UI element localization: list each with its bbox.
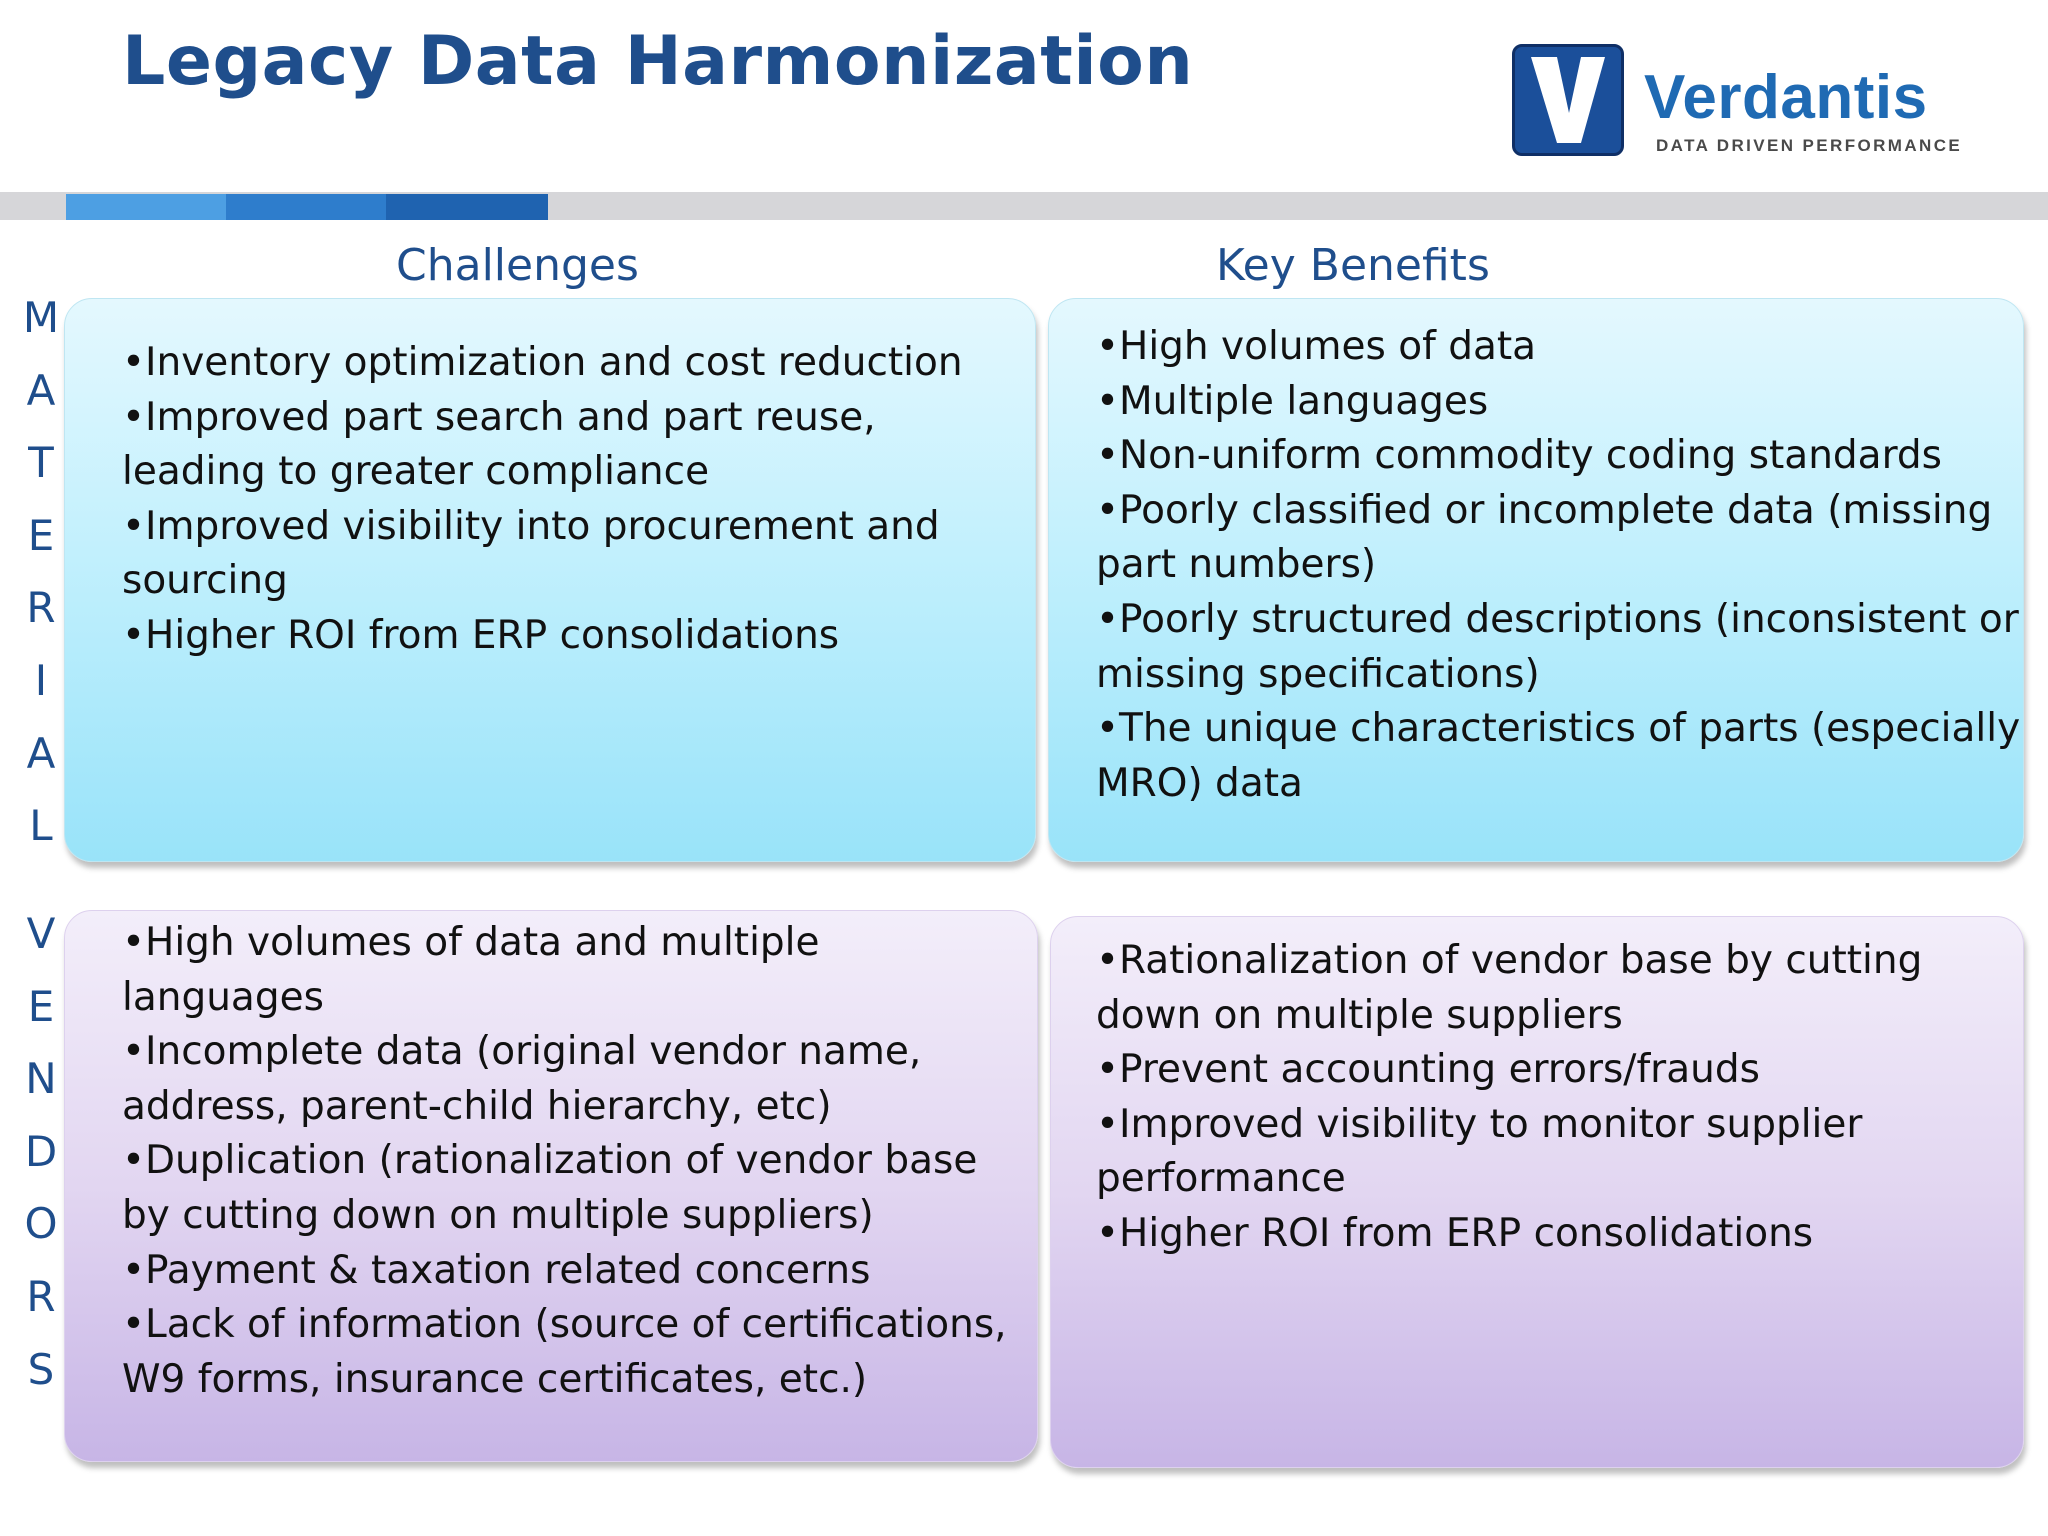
vendors-side-label	[14, 898, 68, 1406]
side-letter: A	[26, 365, 56, 415]
side-letter: E	[27, 510, 55, 560]
list-item: •Incomplete data (original vendor name, address, parent-child hierarchy, etc)	[122, 1029, 922, 1129]
list-item: •Higher ROI from ERP consolidations	[1096, 1210, 1814, 1256]
side-letter: I	[34, 655, 48, 705]
side-letter: R	[26, 1271, 56, 1321]
list-item: •Higher ROI from ERP consolidations	[122, 612, 840, 658]
list-item: •Poorly structured descriptions (inconsistent or missing specifications)	[1096, 596, 2019, 697]
list-item: •Inventory optimization and cost reduction	[122, 340, 963, 385]
side-letter: O	[24, 1199, 58, 1249]
key-benefits-heading: Key Benefits	[1216, 240, 1490, 291]
vendors-benefits-list	[1096, 934, 1996, 1262]
side-letter: T	[28, 438, 54, 488]
material-challenges-list	[122, 336, 1002, 664]
material-benefits-list	[1096, 320, 2030, 811]
side-letter: E	[27, 981, 55, 1031]
logo-mark-icon	[1512, 44, 1624, 156]
material-side-label	[14, 282, 68, 863]
vendors-challenges-list	[122, 916, 1012, 1407]
side-letter: A	[26, 728, 56, 778]
side-letter: S	[27, 1344, 55, 1394]
list-item: •Improved visibility into procurement and sourcing	[122, 503, 940, 604]
side-letter: D	[24, 1126, 58, 1176]
list-item: •Duplication (rationalization of vendor base by cutting down on multiple suppliers)	[122, 1138, 978, 1238]
list-item: •Lack of information (source of certifications, W9 forms, insurance certificates, etc.)	[122, 1302, 1007, 1402]
list-item: •The unique characteristics of parts (especially MRO) data	[1096, 706, 2021, 806]
list-item: •Non-uniform commodity coding standards	[1096, 433, 1943, 479]
page-title: Legacy Data Harmonization	[122, 22, 1194, 101]
list-item: •Prevent accounting errors/frauds	[1096, 1047, 1760, 1093]
logo-name: Verdantis	[1644, 63, 1928, 132]
list-item: •Rationalization of vendor base by cutting down on multiple suppliers	[1096, 938, 1923, 1038]
list-item: •Improved visibility to monitor supplier performance	[1096, 1101, 1863, 1202]
side-letter: V	[26, 909, 56, 958]
side-letter: M	[22, 293, 60, 342]
list-item: •Multiple languages	[1096, 378, 1489, 424]
side-letter: L	[29, 801, 53, 851]
accent-segment-light	[66, 194, 226, 220]
verdantis-logo	[1512, 42, 1963, 160]
accent-segment-mid	[226, 194, 386, 220]
list-item: •High volumes of data and multiple languages	[122, 920, 820, 1020]
list-item: •Payment & taxation related concerns	[122, 1247, 871, 1293]
logo-tagline: DATA DRIVEN PERFORMANCE	[1656, 136, 1963, 155]
list-item: •High volumes of data	[1096, 324, 1537, 369]
challenges-heading: Challenges	[396, 240, 639, 291]
side-letter: N	[25, 1054, 57, 1104]
list-item: •Poorly classified or incomplete data (missing part numbers)	[1096, 487, 1993, 588]
list-item: •Improved part search and part reuse, leading to greater compliance	[122, 394, 876, 495]
accent-segment-dark	[386, 194, 548, 220]
side-letter: R	[26, 583, 56, 633]
